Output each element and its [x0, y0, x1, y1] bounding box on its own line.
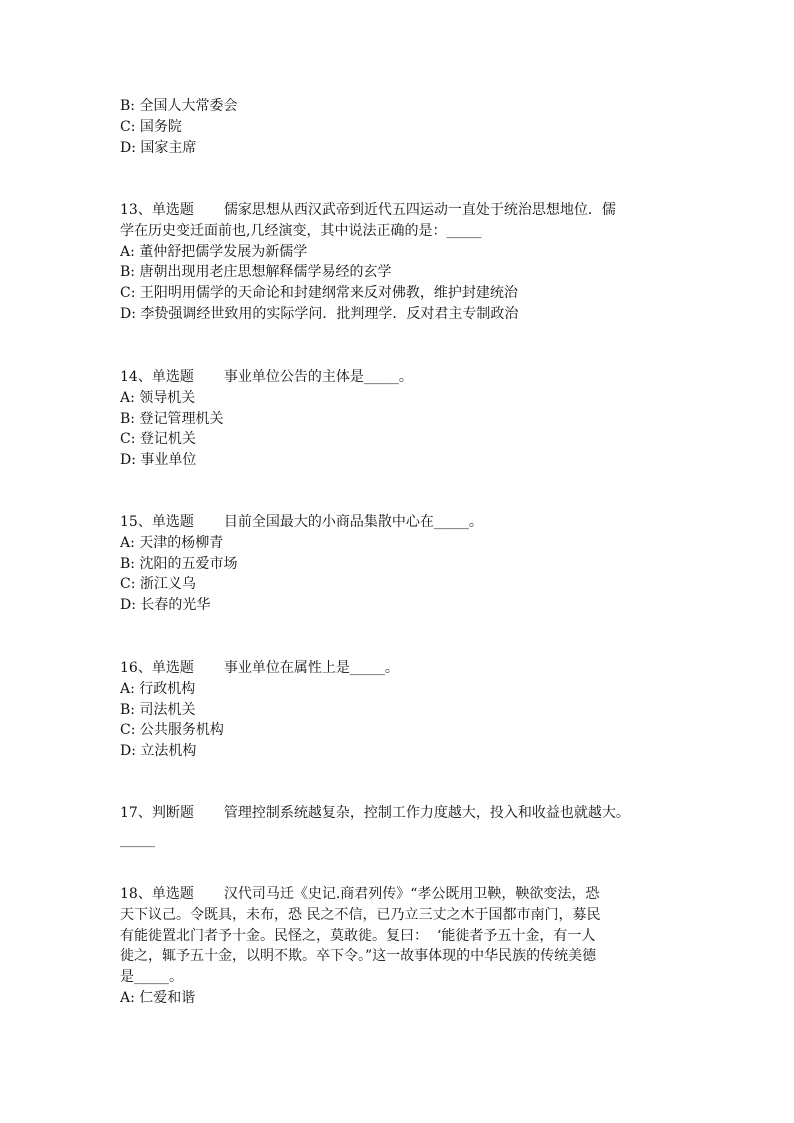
question-stem-line: 事业单位公告的主体是_____。: [223, 369, 413, 385]
question-stem-line: 学在历史变迁面前也,几经演变，其中说法正确的是：_____: [120, 222, 482, 239]
question-type: 单选题: [151, 202, 194, 218]
question-17: [120, 803, 690, 851]
question-type: 单选题: [151, 369, 194, 385]
option-c: C: 登记机关: [120, 431, 196, 448]
question-14-first-line: [120, 367, 680, 388]
question-18: [120, 884, 680, 1009]
question-type: 单选题: [151, 886, 194, 902]
option-c: C: 公共服务机构: [120, 722, 224, 739]
question-stem-line: 有能徙置北门者予十金。民怪之，莫敢徙。复曰： ‘能徙者予五十金，有一人: [120, 927, 596, 944]
option-d: D: 立法机构: [120, 743, 197, 760]
question-13-first-line: [120, 200, 680, 221]
question-type: 单选题: [151, 660, 194, 676]
question-number: 14、: [120, 369, 152, 385]
option-d: D: 李贽强调经世致用的实际学问．批判理学．反对君主专制政治: [120, 305, 519, 322]
question-type: 单选题: [151, 514, 194, 530]
option-c: C: 国务院: [120, 118, 182, 135]
question-stem-line: 儒家思想从西汉武帝到近代五四运动一直处于统治思想地位．儒: [223, 202, 616, 218]
question-stem-line: 事业单位在属性上是_____。: [223, 660, 399, 676]
question-16: [120, 658, 680, 762]
question-stem-line: 管理控制系统越复杂，控制工作力度越大，投入和收益也就越大。: [223, 805, 630, 821]
question-17-first-line: [120, 803, 690, 824]
option-b: B: 司法机关: [120, 701, 196, 718]
option-a: A: 仁爱和谐: [120, 989, 196, 1006]
option-b: B: 唐朝出现用老庄思想解释儒学易经的玄学: [120, 264, 392, 281]
question-number: 18、: [120, 886, 152, 902]
option-a: A: 行政机构: [120, 680, 196, 697]
option-d: D: 国家主席: [120, 139, 197, 156]
question-18-first-line: [120, 884, 680, 905]
option-a: A: 领导机关: [120, 389, 196, 406]
question-stem-line: 目前全国最大的小商品集散中心在_____。: [223, 514, 483, 530]
question-14: [120, 367, 680, 471]
question-13: [120, 200, 680, 325]
option-a: A: 天津的杨柳青: [120, 534, 224, 551]
previous-question-options: [120, 96, 680, 158]
option-d: D: 长春的光华: [120, 597, 211, 614]
question-16-first-line: [120, 658, 680, 679]
option-b: B: 沈阳的五爱市场: [120, 555, 238, 572]
question-stem-line: 天下议己。令既具，未布，恐 民之不信，已乃立三丈之木于国都市南门，募民: [120, 906, 601, 923]
question-number: 17、: [120, 805, 152, 821]
option-a: A: 董仲舒把儒学发展为新儒学: [120, 243, 308, 260]
question-stem-line: 徙之，辄予五十金，以明不欺。卒下令。”这一故事体现的中华民族的传统美德: [120, 948, 597, 965]
question-stem-line: 是_____。: [120, 969, 183, 986]
question-type: 判断题: [151, 805, 194, 821]
question-15: [120, 512, 680, 616]
option-c: C: 王阳明用儒学的天命论和封建纲常来反对佛教，维护封建统治: [120, 285, 518, 302]
question-stem-line: 汉代司马迁《史记.商君列传》“孝公既用卫鞅，鞅欲变法，恐: [223, 886, 600, 902]
question-number: 15、: [120, 514, 152, 530]
question-number: 13、: [120, 202, 152, 218]
option-b: B: 登记管理机关: [120, 410, 224, 427]
option-c: C: 浙江义乌: [120, 576, 196, 593]
answer-blank: _____: [120, 831, 155, 848]
question-15-first-line: [120, 512, 680, 533]
option-d: D: 事业单位: [120, 452, 197, 469]
question-number: 16、: [120, 660, 152, 676]
option-b: B: 全国人大常委会: [120, 98, 238, 114]
